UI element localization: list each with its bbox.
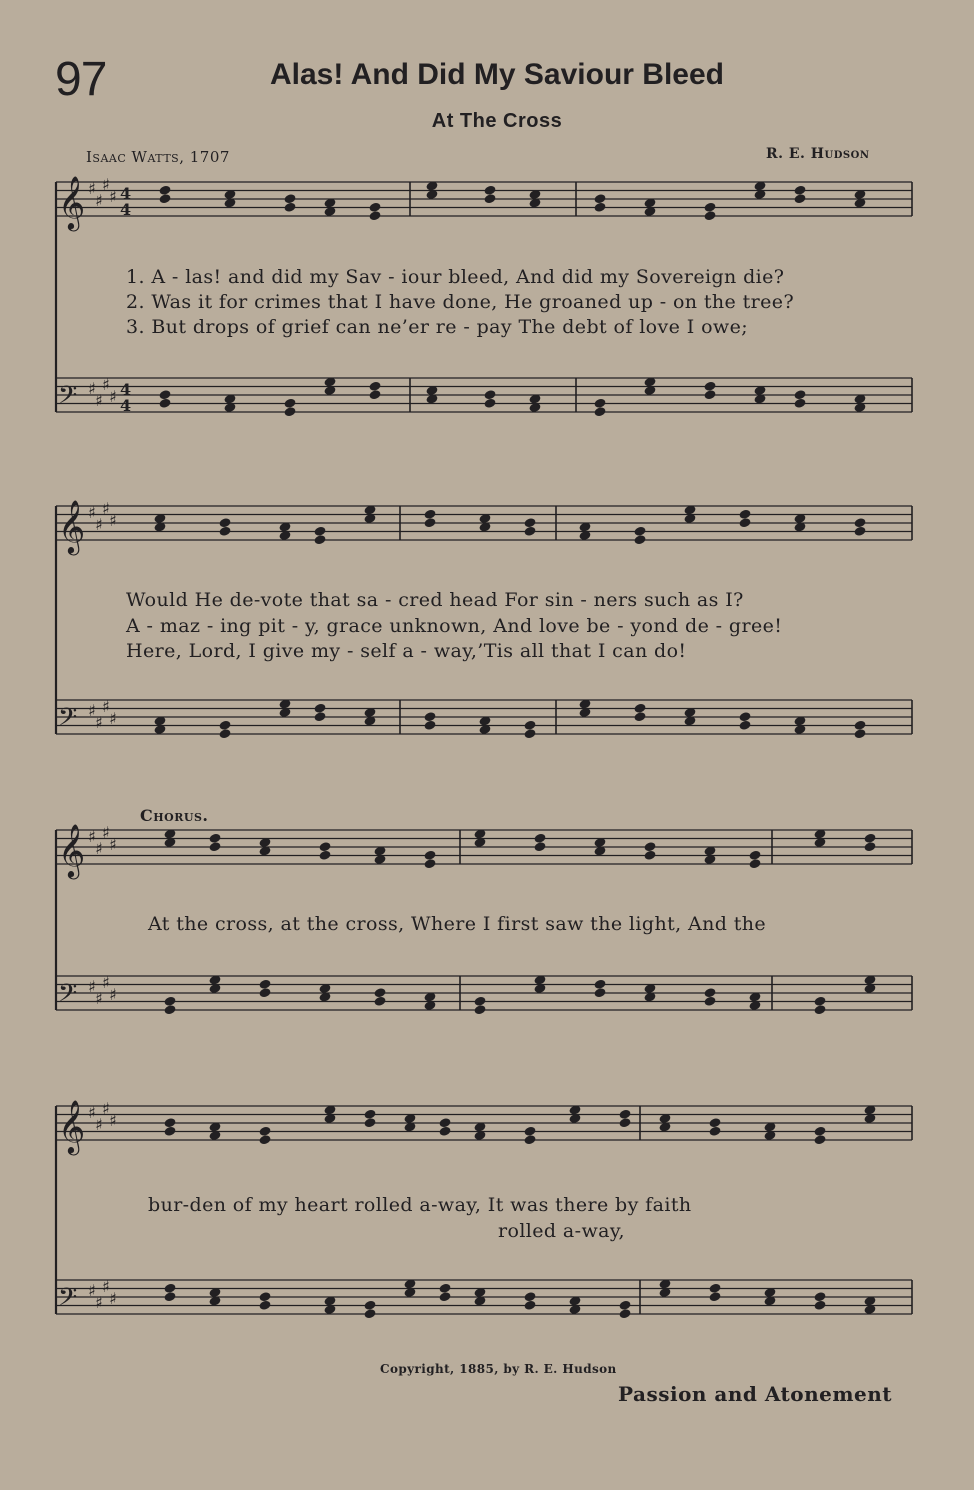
sharp-icon: ♯ [95,989,103,1008]
sharp-icon: ♯ [95,1293,103,1312]
sharp-icon: ♯ [88,503,96,522]
sharp-icon: ♯ [95,391,103,410]
note-head [593,406,606,417]
section-heading: Passion and Atonement [618,1382,893,1406]
treble-clef-icon: 𝄞 [58,175,86,229]
note-head [793,185,806,196]
note-head [283,406,296,417]
note-head [258,1126,271,1137]
chorus-label: Chorus. [140,806,209,825]
note-head [423,720,436,731]
treble-clef-icon: 𝄞 [58,823,86,877]
note-head [313,703,326,714]
note-head [703,389,716,400]
note-head [258,987,271,998]
sharp-icon: ♯ [102,697,110,716]
note-head [618,1117,631,1128]
note-head [643,850,656,861]
note-head [313,526,326,537]
sharp-icon: ♯ [102,175,110,194]
note-head [158,185,171,196]
note-head [703,202,716,213]
time-signature-bottom: 4 [120,396,132,415]
note-head [793,398,806,409]
note-head [593,979,606,990]
sharp-icon: ♯ [95,713,103,732]
sharp-icon: ♯ [102,375,110,394]
note-head [423,711,436,722]
note-head [853,728,866,739]
note-head [618,1109,631,1120]
composer-credit: R. E. Hudson [766,146,870,162]
note-head [258,979,271,990]
note-head [158,389,171,400]
note-head [793,389,806,400]
hymn-number: 97 [55,53,107,106]
note-head [863,833,876,844]
sharp-icon: ♯ [88,701,96,720]
note-head [373,996,386,1007]
note-head [473,996,486,1007]
treble-clef-icon: 𝄞 [58,1099,86,1153]
note-head [373,987,386,998]
note-head [423,858,436,869]
chorus-line-2-alt: rolled a-way, [498,1220,625,1242]
note-head [863,841,876,852]
sharp-icon: ♯ [88,1281,96,1300]
note-head [483,389,496,400]
sharp-icon: ♯ [88,1103,96,1122]
sharp-icon: ♯ [95,839,103,858]
note-head [438,1291,451,1302]
note-head [523,517,536,528]
note-head [633,534,646,545]
bass-clef-icon: 𝄢 [58,979,78,1014]
note-head [258,1300,271,1311]
chorus-line-1: At the cross, at the cross, Where I first saw the light, And the [148,913,767,935]
note-head [633,526,646,537]
note-head [853,526,866,537]
verse-3-line-b: Here, Lord, I give my - self a - way,’Tis all that I can do! [126,640,687,662]
note-head [593,193,606,204]
note-head [593,398,606,409]
sharp-icon: ♯ [95,515,103,534]
note-head [738,720,751,731]
note-head [853,720,866,731]
note-head [368,202,381,213]
note-head [363,1117,376,1128]
note-head [523,1134,536,1145]
note-head [813,1134,826,1145]
note-head [523,1300,536,1311]
note-head [218,526,231,537]
note-head [318,841,331,852]
sharp-icon: ♯ [102,823,110,842]
sharp-icon: ♯ [109,835,117,854]
note-head [423,517,436,528]
note-head [368,389,381,400]
note-head [813,1291,826,1302]
sharp-icon: ♯ [95,191,103,210]
note-head [158,193,171,204]
note-head [158,398,171,409]
note-head [313,534,326,545]
sharp-icon: ♯ [109,187,117,206]
time-signature-top: 4 [120,184,132,203]
note-head [708,1117,721,1128]
note-head [748,858,761,869]
sharp-icon: ♯ [102,499,110,518]
note-head [283,193,296,204]
verse-1-line-b: Would He de-vote that sa - cred head For sin - ners such as I? [126,589,744,611]
sharp-icon: ♯ [102,1277,110,1296]
sharp-icon: ♯ [109,1111,117,1130]
note-head [368,210,381,221]
verse-2-line-a: 2. Was it for crimes that I have done, He groaned up - on the tree? [126,291,795,313]
note-head [208,833,221,844]
note-head [748,850,761,861]
sharp-icon: ♯ [109,1289,117,1308]
lyricist-credit: Isaac Watts, 1707 [86,148,230,166]
note-head [368,381,381,392]
note-head [708,1126,721,1137]
note-head [618,1308,631,1319]
note-head [738,509,751,520]
hymn-title: Alas! And Did My Saviour Bleed [270,58,724,91]
bass-clef-icon: 𝄢 [58,703,78,738]
note-head [438,1283,451,1294]
note-head [533,833,546,844]
sharp-icon: ♯ [109,709,117,728]
note-head [523,1126,536,1137]
note-head [853,517,866,528]
note-head [163,1117,176,1128]
sharp-icon: ♯ [88,827,96,846]
note-head [483,185,496,196]
note-head [813,1004,826,1015]
note-head [438,1126,451,1137]
note-head [283,398,296,409]
note-head [533,841,546,852]
time-signature-top: 4 [120,380,132,399]
time-signature-bottom: 4 [120,200,132,219]
note-head [633,703,646,714]
sharp-icon: ♯ [109,985,117,1004]
note-head [523,526,536,537]
note-head [163,1126,176,1137]
note-head [708,1283,721,1294]
note-head [813,996,826,1007]
note-head [258,1291,271,1302]
note-head [423,509,436,520]
note-head [703,381,716,392]
note-head [703,987,716,998]
note-head [313,711,326,722]
note-head [363,1300,376,1311]
note-head [218,728,231,739]
note-head [163,996,176,1007]
sharp-icon: ♯ [88,977,96,996]
note-head [318,850,331,861]
note-head [643,841,656,852]
note-head [813,1300,826,1311]
note-head [618,1300,631,1311]
sharp-icon: ♯ [102,973,110,992]
note-head [283,202,296,213]
note-head [423,850,436,861]
sharp-icon: ♯ [95,1115,103,1134]
note-head [523,720,536,731]
note-head [633,711,646,722]
sharp-icon: ♯ [109,511,117,530]
note-head [738,711,751,722]
note-head [163,1004,176,1015]
note-head [163,1291,176,1302]
note-head [363,1109,376,1120]
note-head [438,1117,451,1128]
note-head [218,517,231,528]
note-head [258,1134,271,1145]
copyright-notice: Copyright, 1885, by R. E. Hudson [380,1362,617,1376]
note-head [483,193,496,204]
sharp-icon: ♯ [88,379,96,398]
note-head [473,1004,486,1015]
sharp-icon: ♯ [109,387,117,406]
note-head [483,398,496,409]
note-head [163,1283,176,1294]
note-head [208,841,221,852]
note-head [523,1291,536,1302]
note-head [593,202,606,213]
note-head [363,1308,376,1319]
note-head [708,1291,721,1302]
note-head [738,517,751,528]
note-head [703,210,716,221]
verse-2-line-b: A - maz - ing pit - y, grace unknown, And love be - yond de - gree! [126,615,783,637]
verse-3-line-a: 3. But drops of grief can ne’er re - pay The debt of love I owe; [126,316,749,338]
hymn-subtitle: At The Cross [431,110,563,132]
sharp-icon: ♯ [102,1099,110,1118]
note-head [813,1126,826,1137]
treble-clef-icon: 𝄞 [58,499,86,553]
note-head [793,193,806,204]
sharp-icon: ♯ [88,179,96,198]
bass-clef-icon: 𝄢 [58,381,78,416]
chorus-line-2: bur-den of my heart rolled a-way, It was there by faith [148,1194,692,1216]
note-head [593,987,606,998]
note-head [703,996,716,1007]
note-head [523,728,536,739]
verse-1-line-a: 1. A - las! and did my Sav - iour bleed, And did my Sovereign die? [126,266,785,288]
note-head [218,720,231,731]
bass-clef-icon: 𝄢 [58,1283,78,1318]
